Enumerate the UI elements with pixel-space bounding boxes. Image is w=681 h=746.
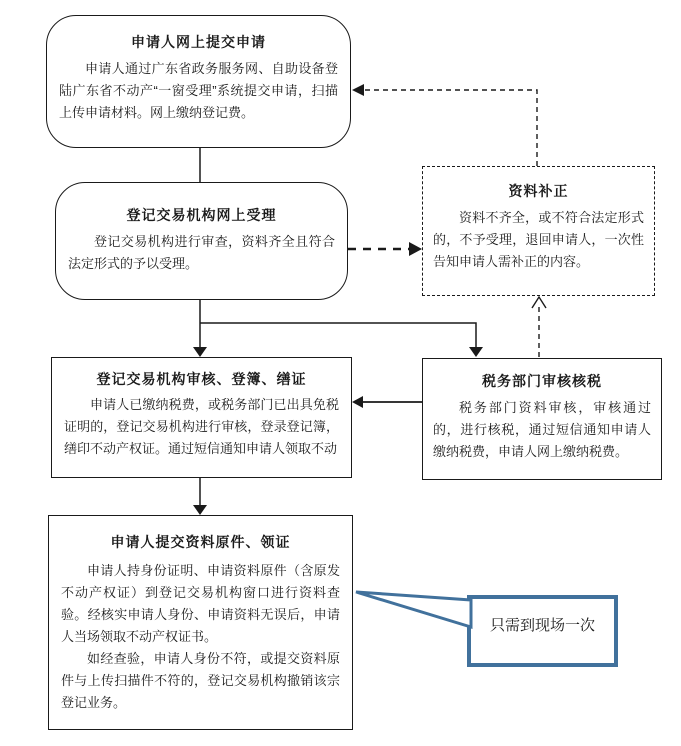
node-submit-originals-collect-certificate [48,515,353,730]
node-title: 申请人网上提交申请 [131,34,266,50]
node-registry-review [51,357,352,478]
node-body-paragraph-1: 申请人持身份证明、申请资料原件（含原发不动产权证）到登记交易机构窗口进行资料查验。经核实申请人身份、申请资料无误后，申请人当场领取不动产权证书。 [61,563,340,644]
node-title: 资料补正 [508,183,569,199]
node-title: 登记交易机构网上受理 [126,207,277,223]
node-body: 申请人通过广东省政务服务网、自助设备登陆广东省不动产“一窗受理”系统提交申请，扫描上传申请材料。网上缴纳登记费。 [59,61,338,120]
node-body-paragraph-2: 如经查验，申请人身份不符，或提交资料原件与上传扫描件不符的，登记交易机构撤销该宗登记业务。 [61,651,340,710]
node-title: 申请人提交资料原件、领证 [110,534,291,550]
connector-review-to-collect [193,478,207,515]
node-body: 登记交易机构进行审查，资料齐全且符合法定形式的予以受理。 [68,234,335,271]
connector-accept-to-tax [200,323,483,357]
connector-tax-to-supplement-dashed [532,297,546,357]
node-title: 税务部门审核核税 [482,373,602,389]
node-material-supplement [422,166,655,296]
node-online-acceptance [55,182,348,300]
connector-accept-to-supplement-dashed [348,242,422,256]
connector-tax-to-review [352,396,422,408]
node-online-submit [46,15,351,148]
connector-accept-to-review [193,300,207,357]
node-title: 登记交易机构审核、登簿、缮证 [96,371,307,387]
node-body: 资料不齐全，或不符合法定形式的，不予受理，退回申请人，一次性告知申请人需补正的内容。 [433,210,644,269]
callout-one-visit-label: 只需到现场一次 [489,617,595,634]
node-body: 税务部门资料审核，审核通过的，进行核税，通过短信通知申请人缴纳税费，申请人网上缴纳税费。 [433,400,651,459]
node-tax-review [422,358,662,480]
connector-supplement-to-submit-dashed [352,84,537,166]
node-body: 申请人已缴纳税费，或税务部门已出具免税证明的，登记交易机构进行审核，登录登记簿，缮印不动产权证。通过短信通知申请人领取不动 [64,397,339,456]
